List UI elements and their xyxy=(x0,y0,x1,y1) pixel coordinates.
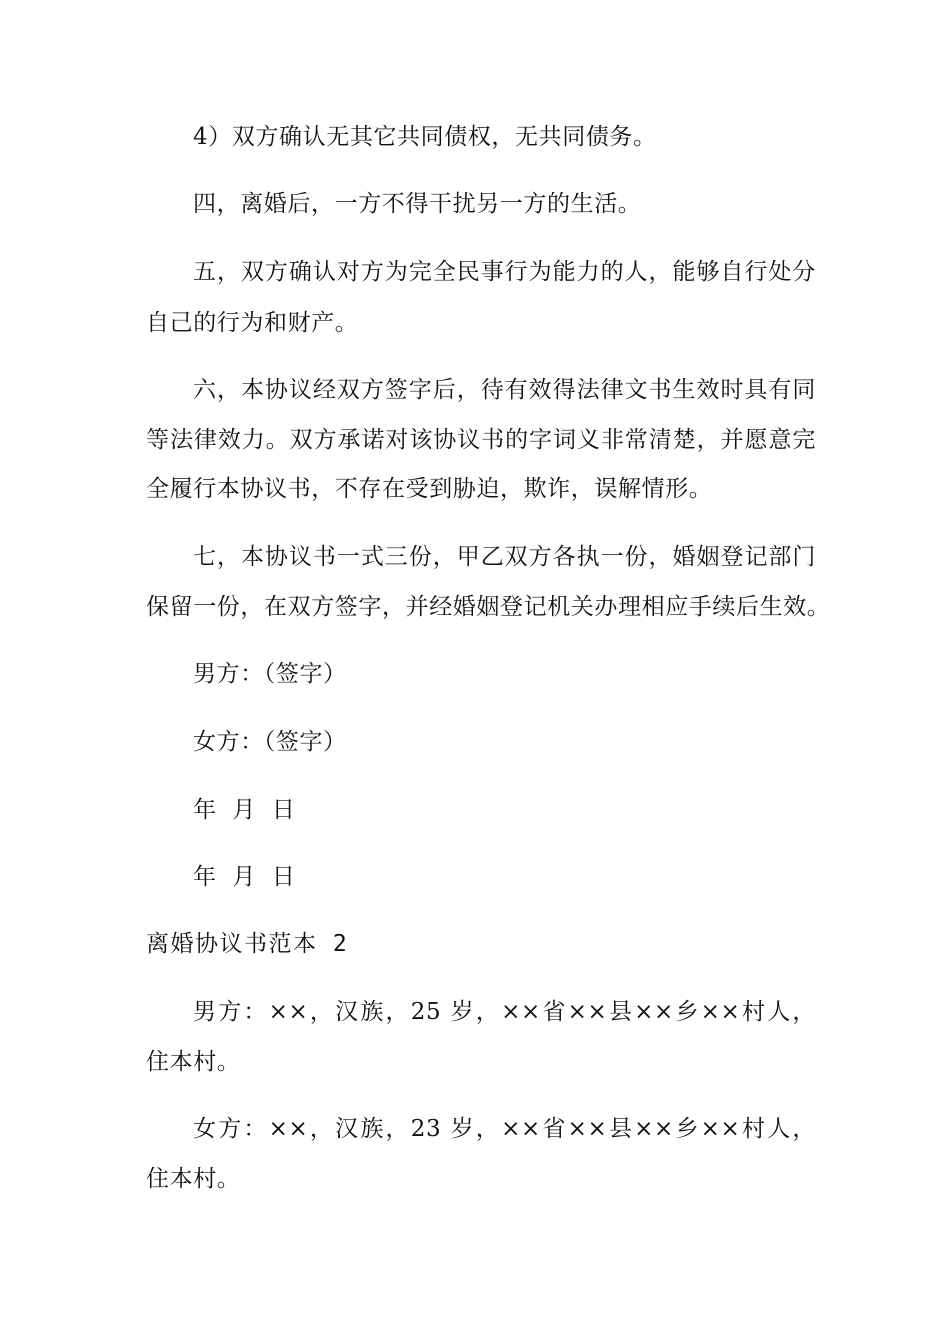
date-line-1: 年 月 日 xyxy=(193,797,296,823)
clause-six-line-1: 六，本协议经双方签字后，待有效得法律文书生效时具有同 xyxy=(193,377,816,403)
clause-four-no-interference: 四，离婚后，一方不得干扰另一方的生活。 xyxy=(193,191,642,217)
male-signature-line: 男方：（签字） xyxy=(193,661,347,687)
clause-six-line-2: 等法律效力。双方承诺对该协议书的字词义非常清楚，并愿意完 xyxy=(146,427,816,453)
clause-seven-line-1: 七，本协议书一式三份，甲乙双方各执一份，婚姻登记部门 xyxy=(193,544,816,570)
male-party-line-1: 男方：××，汉族，25 岁，××省××县××乡××村人， xyxy=(193,999,816,1025)
section-heading: 离婚协议书范本 2 xyxy=(146,931,349,957)
female-party-line-1: 女方：××，汉族，23 岁，××省××县××乡××村人， xyxy=(193,1116,816,1142)
clause-4-debt-confirmation: 4）双方确认无其它共同债权，无共同债务。 xyxy=(193,124,657,150)
clause-six-line-3: 全履行本协议书，不存在受到胁迫，欺诈，误解情形。 xyxy=(146,476,713,502)
male-party-line-2: 住本村。 xyxy=(146,1049,241,1075)
female-signature-line: 女方：（签字） xyxy=(193,729,347,755)
clause-five-line-2: 自己的行为和财产。 xyxy=(146,310,359,336)
clause-five-line-1: 五，双方确认对方为完全民事行为能力的人，能够自行处分 xyxy=(193,259,816,285)
date-line-2: 年 月 日 xyxy=(193,864,296,890)
clause-seven-line-2: 保留一份，在双方签字，并经婚姻登记机关办理相应手续后生效。 xyxy=(146,594,831,620)
female-party-line-2: 住本村。 xyxy=(146,1166,241,1192)
